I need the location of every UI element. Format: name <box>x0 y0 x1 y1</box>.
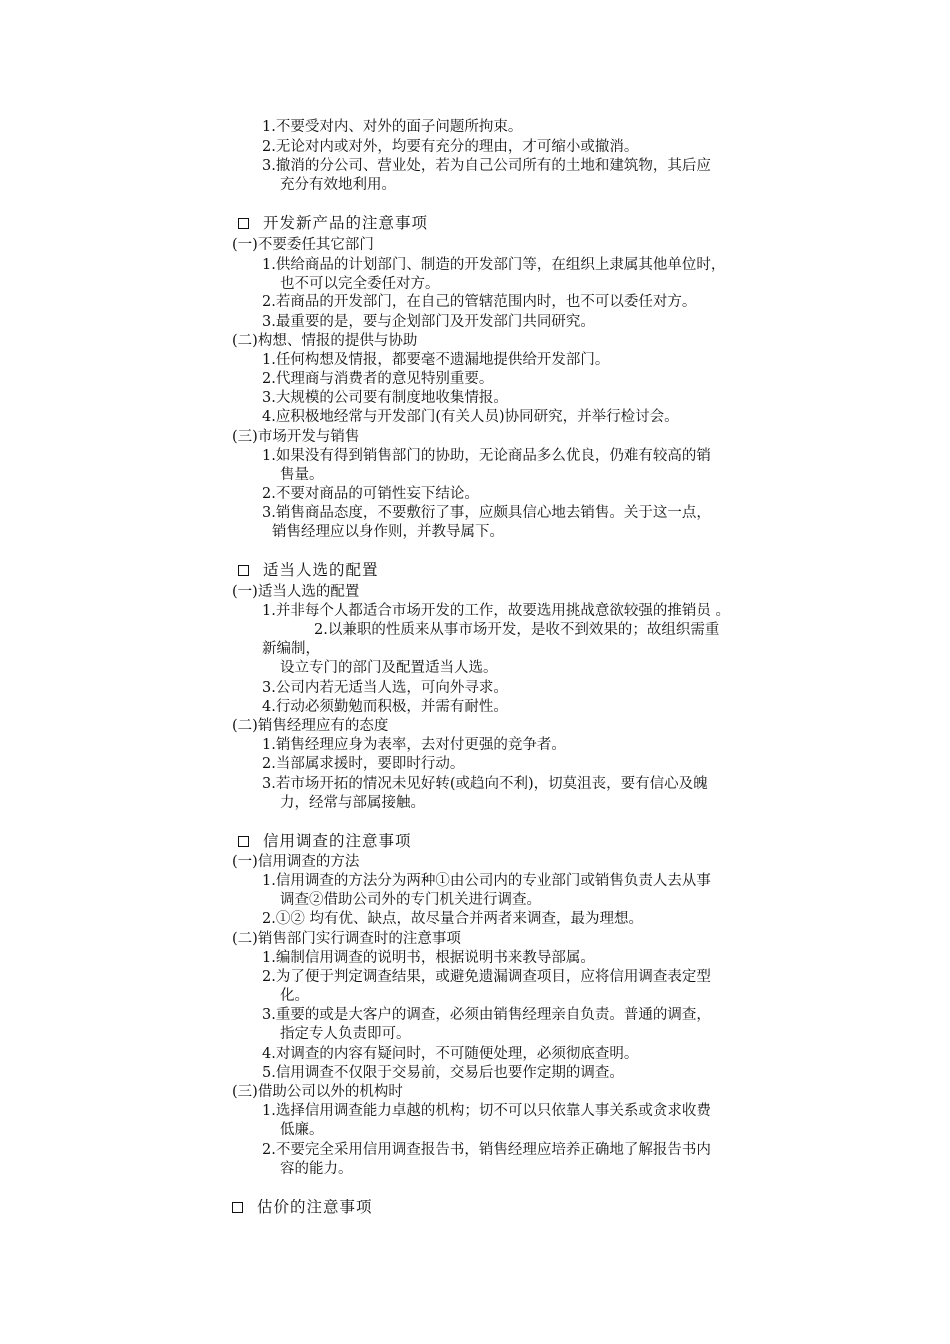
text-line: 力，经常与部属接触。 <box>280 795 425 811</box>
text-line: 4.行动必须勤勉而积极，并需有耐性。 <box>262 699 508 715</box>
text-line: 2.代理商与消费者的意见特别重要。 <box>262 371 494 387</box>
text-line: 新编制， <box>262 641 320 657</box>
text-line: 5.信用调查不仅限于交易前，交易后也要作定期的调查。 <box>262 1065 624 1081</box>
text-line: 4.应积极地经常与开发部门(有关人员)协同研究，并举行检讨会。 <box>262 409 679 425</box>
text-line: 2.为了便于判定调查结果，或避免遗漏调查项目，应将信用调查表定型 <box>262 969 711 985</box>
text-line: 1.供给商品的计划部门、制造的开发部门等，在组织上隶属其他单位时， <box>262 257 726 273</box>
text-line: 1.如果没有得到销售部门的协助，无论商品多么优良，仍难有较高的销 <box>262 448 711 464</box>
text-line: 设立专门的部门及配置适当人选。 <box>280 660 498 676</box>
section-heading: 适当人选的配置 <box>238 561 379 579</box>
section-heading: 估价的注意事项 <box>232 1198 373 1216</box>
text-line: 1.销售经理应身为表率，去对付更强的竞争者。 <box>262 737 566 753</box>
text-line: 化。 <box>280 988 309 1004</box>
text-line: 容的能力。 <box>280 1161 353 1177</box>
text-line: 4.对调查的内容有疑问时，不可随便处理，必须彻底查明。 <box>262 1046 639 1062</box>
subsection-heading: (三)市场开发与销售 <box>232 429 360 445</box>
text-line: 调查②借助公司外的专门机关进行调查。 <box>280 892 541 908</box>
text-line: 1.并非每个人都适合市场开发的工作，故要选用挑战意欲较强的推销员 。 <box>262 603 730 619</box>
text-line: 低廉。 <box>280 1122 324 1138</box>
text-line: 1.编制信用调查的说明书，根据说明书来教导部属。 <box>262 950 595 966</box>
text-line: 售量。 <box>280 467 324 483</box>
text-line: 销售经理应以身作则，并教导属下。 <box>272 524 504 540</box>
text-line: 2.①② 均有优、缺点，故尽量合并两者来调查，最为理想。 <box>262 911 643 927</box>
subsection-heading: (二)销售部门实行调查时的注意事项 <box>232 931 461 947</box>
text-line: 3.撤消的分公司、营业处，若为自己公司所有的土地和建筑物，其后应 <box>262 158 711 174</box>
text-line: 3.销售商品态度，不要敷衍了事，应颇具信心地去销售。关于这一点， <box>262 505 711 521</box>
text-line: 充分有效地利用。 <box>280 177 396 193</box>
text-line: 2.无论对内或对外，均要有充分的理由，才可缩小或撤消。 <box>262 139 639 155</box>
text-line: 1.任何构想及情报，都要毫不遗漏地提供给开发部门。 <box>262 352 610 368</box>
text-line: 也不可以完全委任对方。 <box>280 276 440 292</box>
text-line: 1.选择信用调查能力卓越的机构；切不可以只依靠人事关系或贪求收费 <box>262 1103 711 1119</box>
text-line: 3.公司内若无适当人选，可向外寻求。 <box>262 680 508 696</box>
checkbox-square-icon <box>238 836 249 847</box>
text-line: 1.信用调查的方法分为两种①由公司内的专业部门或销售负责人去从事 <box>262 873 711 889</box>
text-line: 3.最重要的是，要与企划部门及开发部门共同研究。 <box>262 314 595 330</box>
subsection-heading: (一)适当人选的配置 <box>232 584 360 600</box>
text-line: 3.若市场开拓的情况未见好转(或趋向不利)，切莫沮丧，要有信心及魄 <box>262 776 708 792</box>
subsection-heading: (一)信用调查的方法 <box>232 854 360 870</box>
section-heading: 开发新产品的注意事项 <box>238 214 428 232</box>
text-line: 2.若商品的开发部门，在自己的管辖范围内时，也不可以委任对方。 <box>262 294 697 310</box>
subsection-heading: (二)构想、情报的提供与协助 <box>232 333 418 349</box>
text-line: 2.不要对商品的可销性妄下结论。 <box>262 486 479 502</box>
text-line: 1.不要受对内、对外的面子问题所拘束。 <box>262 119 523 135</box>
subsection-heading: (一)不要委任其它部门 <box>232 237 374 253</box>
section-heading: 信用调查的注意事项 <box>238 832 412 850</box>
text-line: 2.不要完全采用信用调查报告书，销售经理应培养正确地了解报告书内 <box>262 1142 711 1158</box>
text-line: 2.以兼职的性质来从事市场开发，是收不到效果的；故组织需重 <box>314 622 720 638</box>
text-line: 指定专人负责即可。 <box>280 1026 411 1042</box>
text-line: 2.当部属求援时，要即时行动。 <box>262 756 465 772</box>
text-line: 3.重要的或是大客户的调查，必须由销售经理亲自负责。普通的调查， <box>262 1007 711 1023</box>
checkbox-square-icon <box>238 218 249 229</box>
checkbox-square-icon <box>232 1202 243 1213</box>
text-line: 3.大规模的公司要有制度地收集情报。 <box>262 390 508 406</box>
subsection-heading: (二)销售经理应有的态度 <box>232 718 389 734</box>
subsection-heading: (三)借助公司以外的机构时 <box>232 1084 403 1100</box>
checkbox-square-icon <box>238 565 249 576</box>
